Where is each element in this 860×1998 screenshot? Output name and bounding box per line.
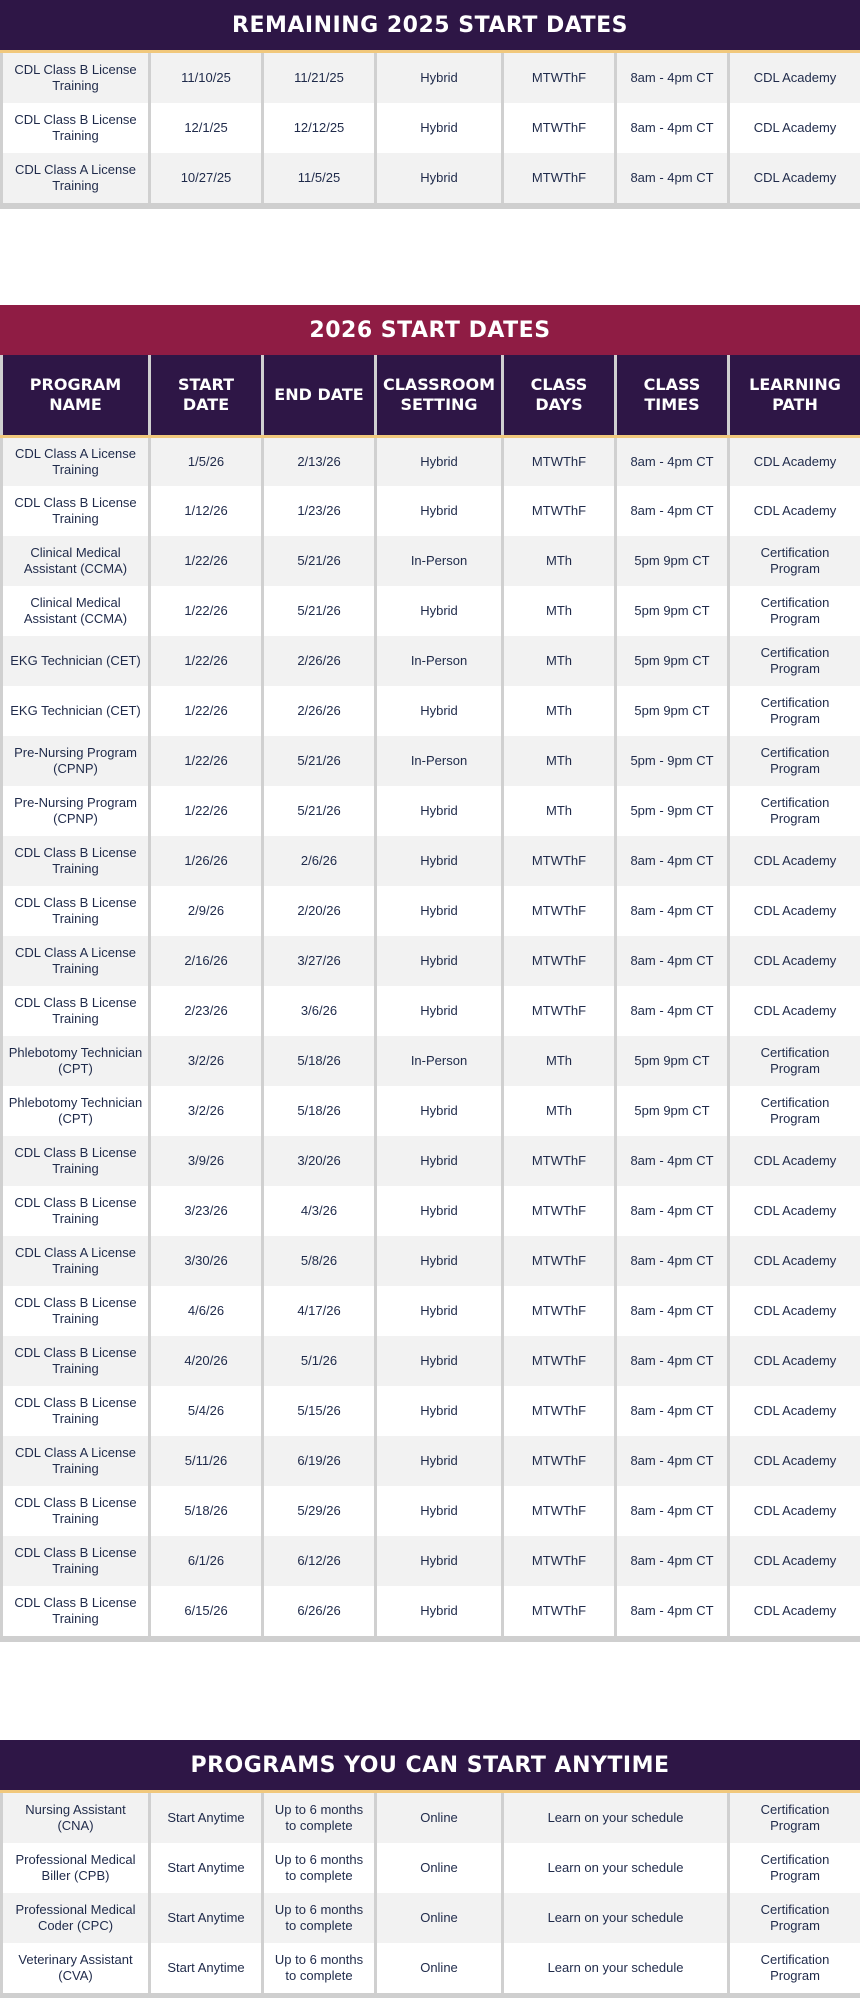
end-date-cell: 11/21/25: [263, 53, 376, 103]
class-times-cell: 5pm 9pm CT: [616, 686, 729, 736]
start-date-cell: 3/9/26: [150, 1136, 263, 1186]
start-date-cell: 3/2/26: [150, 1086, 263, 1136]
end-date-cell: 3/6/26: [263, 986, 376, 1036]
class-times-cell: 8am - 4pm CT: [616, 103, 729, 153]
class-times-cell: 8am - 4pm CT: [616, 1286, 729, 1336]
classroom-setting-cell: Hybrid: [376, 1186, 503, 1236]
class-days-cell: MTWThF: [503, 1436, 616, 1486]
end-date-cell: 5/21/26: [263, 536, 376, 586]
section-anytime: [0, 1740, 860, 1998]
program-name-cell: Pre-Nursing Program (CPNP): [2, 736, 150, 786]
class-days-cell: MTWThF: [503, 1386, 616, 1436]
classroom-setting-cell: Hybrid: [376, 486, 503, 536]
end-date-cell: 2/6/26: [263, 836, 376, 886]
learning-path-cell: CDL Academy: [729, 1336, 860, 1386]
end-date-cell: 5/21/26: [263, 736, 376, 786]
program-name-cell: Clinical Medical Assistant (CCMA): [2, 536, 150, 586]
start-date-cell: 10/27/25: [150, 153, 263, 203]
classroom-setting-cell: Online: [376, 1843, 503, 1893]
class-times-cell: 8am - 4pm CT: [616, 1586, 729, 1636]
program-name-cell: CDL Class B License Training: [2, 1536, 150, 1586]
schedule-cell: Learn on your schedule: [503, 1943, 729, 1993]
class-days-cell: MTWThF: [503, 986, 616, 1036]
program-name-cell: CDL Class B License Training: [2, 1136, 150, 1186]
learning-path-cell: Certification Program: [729, 1943, 860, 1993]
start-date-cell: 1/22/26: [150, 536, 263, 586]
table-row: [2, 986, 860, 1036]
schedule-cell: Learn on your schedule: [503, 1893, 729, 1943]
learning-path-cell: CDL Academy: [729, 1486, 860, 1536]
start-date-cell: 6/15/26: [150, 1586, 263, 1636]
program-name-cell: CDL Class B License Training: [2, 1336, 150, 1386]
class-days-cell: MTWThF: [503, 103, 616, 153]
end-date-cell: 11/5/25: [263, 153, 376, 203]
learning-path-cell: CDL Academy: [729, 153, 860, 203]
table-row: [2, 1386, 860, 1436]
start-date-cell: 1/5/26: [150, 436, 263, 486]
table-row: [2, 836, 860, 886]
class-times-cell: 5pm - 9pm CT: [616, 786, 729, 836]
start-date-cell: 4/6/26: [150, 1286, 263, 1336]
class-days-cell: MTWThF: [503, 436, 616, 486]
table-row: [2, 103, 860, 153]
class-days-cell: MTWThF: [503, 1336, 616, 1386]
program-name-cell: CDL Class B License Training: [2, 486, 150, 536]
program-name-cell: CDL Class A License Training: [2, 436, 150, 486]
end-date-cell: 5/21/26: [263, 786, 376, 836]
class-times-cell: 8am - 4pm CT: [616, 53, 729, 103]
program-name-cell: CDL Class B License Training: [2, 1486, 150, 1536]
table-row: [2, 1186, 860, 1236]
section-2026: [0, 305, 860, 1642]
table-row: [2, 1036, 860, 1086]
start-date-cell: 1/22/26: [150, 736, 263, 786]
learning-path-cell: Certification Program: [729, 736, 860, 786]
class-days-cell: MTWThF: [503, 1586, 616, 1636]
header-row: [2, 355, 860, 436]
class-times-cell: 8am - 4pm CT: [616, 1486, 729, 1536]
table-row: [2, 1536, 860, 1586]
table-row: [2, 1436, 860, 1486]
table-bottom-border: [0, 1993, 860, 1998]
program-name-cell: CDL Class A License Training: [2, 153, 150, 203]
learning-path-cell: Certification Program: [729, 1843, 860, 1893]
table-row: [2, 1843, 860, 1893]
column-header-class-times: CLASS TIMES: [616, 355, 729, 436]
classroom-setting-cell: Hybrid: [376, 886, 503, 936]
classroom-setting-cell: Hybrid: [376, 986, 503, 1036]
end-date-cell: 6/19/26: [263, 1436, 376, 1486]
start-cell: Start Anytime: [150, 1943, 263, 1993]
start-date-cell: 1/22/26: [150, 786, 263, 836]
program-name-cell: CDL Class B License Training: [2, 1186, 150, 1236]
duration-cell: Up to 6 months to complete: [263, 1843, 376, 1893]
start-date-cell: 1/12/26: [150, 486, 263, 536]
end-date-cell: 5/1/26: [263, 1336, 376, 1386]
table-bottom-border: [0, 203, 860, 209]
classroom-setting-cell: In-Person: [376, 636, 503, 686]
table-row: [2, 736, 860, 786]
learning-path-cell: Certification Program: [729, 1893, 860, 1943]
class-times-cell: 8am - 4pm CT: [616, 886, 729, 936]
class-times-cell: 8am - 4pm CT: [616, 1336, 729, 1386]
class-days-cell: MTh: [503, 736, 616, 786]
learning-path-cell: CDL Academy: [729, 1386, 860, 1436]
duration-cell: Up to 6 months to complete: [263, 1793, 376, 1843]
learning-path-cell: Certification Program: [729, 536, 860, 586]
learning-path-cell: CDL Academy: [729, 1136, 860, 1186]
end-date-cell: 4/17/26: [263, 1286, 376, 1336]
end-date-cell: 5/29/26: [263, 1486, 376, 1536]
end-date-cell: 5/15/26: [263, 1386, 376, 1436]
end-date-cell: 2/20/26: [263, 886, 376, 936]
learning-path-cell: CDL Academy: [729, 986, 860, 1036]
class-times-cell: 8am - 4pm CT: [616, 1136, 729, 1186]
duration-cell: Up to 6 months to complete: [263, 1893, 376, 1943]
class-days-cell: MTWThF: [503, 1186, 616, 1236]
start-date-cell: 5/18/26: [150, 1486, 263, 1536]
start-cell: Start Anytime: [150, 1843, 263, 1893]
table-row: [2, 1793, 860, 1843]
schedule-2026-table: [0, 355, 860, 1636]
program-name-cell: CDL Class B License Training: [2, 1286, 150, 1336]
program-name-cell: Veterinary Assistant (CVA): [2, 1943, 150, 1993]
learning-path-cell: CDL Academy: [729, 436, 860, 486]
end-date-cell: 1/23/26: [263, 486, 376, 536]
class-times-cell: 8am - 4pm CT: [616, 1386, 729, 1436]
program-name-cell: EKG Technician (CET): [2, 636, 150, 686]
class-days-cell: MTWThF: [503, 153, 616, 203]
table-row: [2, 53, 860, 103]
section-2025-title: REMAINING 2025 START DATES: [0, 0, 860, 50]
program-name-cell: Phlebotomy Technician (CPT): [2, 1036, 150, 1086]
table-row: [2, 436, 860, 486]
start-date-cell: 5/4/26: [150, 1386, 263, 1436]
class-times-cell: 5pm - 9pm CT: [616, 736, 729, 786]
table-row: [2, 586, 860, 636]
program-name-cell: CDL Class A License Training: [2, 1436, 150, 1486]
classroom-setting-cell: In-Person: [376, 536, 503, 586]
table-row: [2, 536, 860, 586]
end-date-cell: 3/27/26: [263, 936, 376, 986]
learning-path-cell: CDL Academy: [729, 1536, 860, 1586]
class-times-cell: 5pm 9pm CT: [616, 586, 729, 636]
end-date-cell: 2/13/26: [263, 436, 376, 486]
class-days-cell: MTh: [503, 786, 616, 836]
start-date-cell: 5/11/26: [150, 1436, 263, 1486]
learning-path-cell: Certification Program: [729, 1086, 860, 1136]
class-days-cell: MTWThF: [503, 53, 616, 103]
classroom-setting-cell: Hybrid: [376, 936, 503, 986]
column-header-start-date: START DATE: [150, 355, 263, 436]
column-header-learning-path: LEARNING PATH: [729, 355, 860, 436]
classroom-setting-cell: Hybrid: [376, 1386, 503, 1436]
classroom-setting-cell: Online: [376, 1893, 503, 1943]
class-days-cell: MTh: [503, 586, 616, 636]
classroom-setting-cell: Hybrid: [376, 1086, 503, 1136]
class-days-cell: MTWThF: [503, 1236, 616, 1286]
section-2025: [0, 0, 860, 209]
start-date-cell: 1/26/26: [150, 836, 263, 886]
classroom-setting-cell: Online: [376, 1793, 503, 1843]
classroom-setting-cell: Online: [376, 1943, 503, 1993]
anytime-programs-table: [0, 1793, 860, 1993]
end-date-cell: 2/26/26: [263, 686, 376, 736]
schedule-2026-body: [2, 436, 860, 1636]
column-header-program-name: PROGRAM NAME: [2, 355, 150, 436]
anytime-programs-body: [2, 1793, 860, 1993]
table-row: [2, 1893, 860, 1943]
end-date-cell: 12/12/25: [263, 103, 376, 153]
end-date-cell: 5/8/26: [263, 1236, 376, 1286]
classroom-setting-cell: Hybrid: [376, 53, 503, 103]
learning-path-cell: CDL Academy: [729, 936, 860, 986]
class-days-cell: MTh: [503, 636, 616, 686]
schedule-2025-table: [0, 53, 860, 203]
schedule-2025-body: [2, 53, 860, 203]
table-row: [2, 1486, 860, 1536]
schedule-cell: Learn on your schedule: [503, 1843, 729, 1893]
start-date-cell: 1/22/26: [150, 586, 263, 636]
class-times-cell: 5pm 9pm CT: [616, 536, 729, 586]
section-anytime-title: PROGRAMS YOU CAN START ANYTIME: [0, 1740, 860, 1790]
table-row: [2, 636, 860, 686]
start-date-cell: 1/22/26: [150, 686, 263, 736]
class-days-cell: MTWThF: [503, 1486, 616, 1536]
learning-path-cell: CDL Academy: [729, 886, 860, 936]
start-date-cell: 4/20/26: [150, 1336, 263, 1386]
start-date-cell: 3/23/26: [150, 1186, 263, 1236]
class-days-cell: MTh: [503, 1086, 616, 1136]
class-times-cell: 8am - 4pm CT: [616, 1236, 729, 1286]
classroom-setting-cell: Hybrid: [376, 1586, 503, 1636]
start-date-cell: 11/10/25: [150, 53, 263, 103]
classroom-setting-cell: Hybrid: [376, 153, 503, 203]
program-name-cell: Nursing Assistant (CNA): [2, 1793, 150, 1843]
class-times-cell: 8am - 4pm CT: [616, 1436, 729, 1486]
learning-path-cell: Certification Program: [729, 586, 860, 636]
class-days-cell: MTh: [503, 536, 616, 586]
start-date-cell: 2/9/26: [150, 886, 263, 936]
class-days-cell: MTWThF: [503, 486, 616, 536]
learning-path-cell: CDL Academy: [729, 486, 860, 536]
end-date-cell: 5/18/26: [263, 1086, 376, 1136]
classroom-setting-cell: Hybrid: [376, 836, 503, 886]
classroom-setting-cell: Hybrid: [376, 1236, 503, 1286]
learning-path-cell: CDL Academy: [729, 1186, 860, 1236]
end-date-cell: 2/26/26: [263, 636, 376, 686]
learning-path-cell: Certification Program: [729, 686, 860, 736]
classroom-setting-cell: Hybrid: [376, 686, 503, 736]
table-row: [2, 1286, 860, 1336]
table-row: [2, 1336, 860, 1386]
start-date-cell: 2/23/26: [150, 986, 263, 1036]
classroom-setting-cell: Hybrid: [376, 103, 503, 153]
table-row: [2, 886, 860, 936]
end-date-cell: 5/21/26: [263, 586, 376, 636]
program-name-cell: Professional Medical Coder (CPC): [2, 1893, 150, 1943]
program-name-cell: CDL Class B License Training: [2, 986, 150, 1036]
schedule-cell: Learn on your schedule: [503, 1793, 729, 1843]
end-date-cell: 4/3/26: [263, 1186, 376, 1236]
classroom-setting-cell: Hybrid: [376, 586, 503, 636]
classroom-setting-cell: Hybrid: [376, 1336, 503, 1386]
class-times-cell: 5pm 9pm CT: [616, 1036, 729, 1086]
class-days-cell: MTWThF: [503, 886, 616, 936]
classroom-setting-cell: In-Person: [376, 736, 503, 786]
learning-path-cell: CDL Academy: [729, 103, 860, 153]
column-header-classroom-setting: CLASSROOM SETTING: [376, 355, 503, 436]
class-times-cell: 8am - 4pm CT: [616, 1536, 729, 1586]
class-times-cell: 8am - 4pm CT: [616, 936, 729, 986]
classroom-setting-cell: Hybrid: [376, 1286, 503, 1336]
class-days-cell: MTWThF: [503, 936, 616, 986]
table-row: [2, 786, 860, 836]
column-header-end-date: END DATE: [263, 355, 376, 436]
start-date-cell: 3/2/26: [150, 1036, 263, 1086]
classroom-setting-cell: Hybrid: [376, 1536, 503, 1586]
program-name-cell: Professional Medical Biller (CPB): [2, 1843, 150, 1893]
end-date-cell: 5/18/26: [263, 1036, 376, 1086]
start-date-cell: 2/16/26: [150, 936, 263, 986]
class-times-cell: 5pm 9pm CT: [616, 1086, 729, 1136]
learning-path-cell: CDL Academy: [729, 836, 860, 886]
classroom-setting-cell: In-Person: [376, 1036, 503, 1086]
start-date-cell: 3/30/26: [150, 1236, 263, 1286]
class-days-cell: MTh: [503, 1036, 616, 1086]
program-name-cell: Clinical Medical Assistant (CCMA): [2, 586, 150, 636]
class-times-cell: 8am - 4pm CT: [616, 153, 729, 203]
learning-path-cell: CDL Academy: [729, 1236, 860, 1286]
duration-cell: Up to 6 months to complete: [263, 1943, 376, 1993]
learning-path-cell: CDL Academy: [729, 53, 860, 103]
learning-path-cell: Certification Program: [729, 1793, 860, 1843]
class-times-cell: 8am - 4pm CT: [616, 486, 729, 536]
section-2026-title: 2026 START DATES: [0, 305, 860, 355]
program-name-cell: CDL Class B License Training: [2, 1586, 150, 1636]
end-date-cell: 6/12/26: [263, 1536, 376, 1586]
start-cell: Start Anytime: [150, 1893, 263, 1943]
table-row: [2, 1586, 860, 1636]
program-name-cell: Pre-Nursing Program (CPNP): [2, 786, 150, 836]
class-days-cell: MTWThF: [503, 1536, 616, 1586]
learning-path-cell: Certification Program: [729, 786, 860, 836]
program-name-cell: CDL Class B License Training: [2, 103, 150, 153]
class-times-cell: 8am - 4pm CT: [616, 1186, 729, 1236]
learning-path-cell: CDL Academy: [729, 1286, 860, 1336]
program-name-cell: CDL Class A License Training: [2, 936, 150, 986]
class-days-cell: MTWThF: [503, 1136, 616, 1186]
table-row: [2, 1943, 860, 1993]
learning-path-cell: CDL Academy: [729, 1436, 860, 1486]
program-name-cell: CDL Class A License Training: [2, 1236, 150, 1286]
classroom-setting-cell: Hybrid: [376, 1136, 503, 1186]
program-name-cell: CDL Class B License Training: [2, 836, 150, 886]
class-days-cell: MTWThF: [503, 1286, 616, 1336]
class-times-cell: 8am - 4pm CT: [616, 436, 729, 486]
table-row: [2, 153, 860, 203]
class-days-cell: MTWThF: [503, 836, 616, 886]
start-date-cell: 6/1/26: [150, 1536, 263, 1586]
table-row: [2, 686, 860, 736]
start-date-cell: 1/22/26: [150, 636, 263, 686]
start-cell: Start Anytime: [150, 1793, 263, 1843]
table-bottom-border: [0, 1636, 860, 1642]
table-row: [2, 1086, 860, 1136]
table-row: [2, 1136, 860, 1186]
class-times-cell: 8am - 4pm CT: [616, 836, 729, 886]
table-row: [2, 936, 860, 986]
end-date-cell: 3/20/26: [263, 1136, 376, 1186]
class-days-cell: MTh: [503, 686, 616, 736]
learning-path-cell: CDL Academy: [729, 1586, 860, 1636]
classroom-setting-cell: Hybrid: [376, 1436, 503, 1486]
end-date-cell: 6/26/26: [263, 1586, 376, 1636]
classroom-setting-cell: Hybrid: [376, 436, 503, 486]
learning-path-cell: Certification Program: [729, 1036, 860, 1086]
class-times-cell: 8am - 4pm CT: [616, 986, 729, 1036]
start-date-cell: 12/1/25: [150, 103, 263, 153]
column-header-class-days: CLASS DAYS: [503, 355, 616, 436]
classroom-setting-cell: Hybrid: [376, 786, 503, 836]
program-name-cell: CDL Class B License Training: [2, 886, 150, 936]
learning-path-cell: Certification Program: [729, 636, 860, 686]
table-row: [2, 1236, 860, 1286]
class-times-cell: 5pm 9pm CT: [616, 636, 729, 686]
program-name-cell: EKG Technician (CET): [2, 686, 150, 736]
program-name-cell: CDL Class B License Training: [2, 1386, 150, 1436]
program-name-cell: Phlebotomy Technician (CPT): [2, 1086, 150, 1136]
table-row: [2, 486, 860, 536]
program-name-cell: CDL Class B License Training: [2, 53, 150, 103]
classroom-setting-cell: Hybrid: [376, 1486, 503, 1536]
